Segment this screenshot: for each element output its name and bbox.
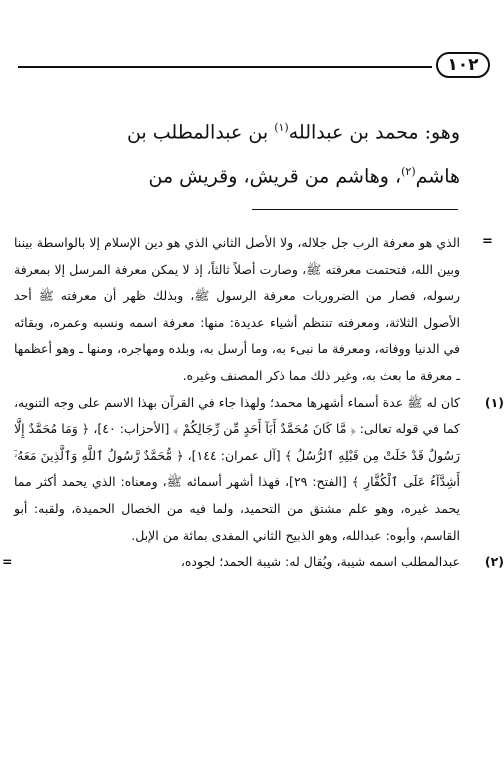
main-text	[40, 108, 460, 197]
main-line2-text: هاشم	[415, 165, 460, 188]
main-line2-rest: ، وهاشم من قريش، وقريش من	[148, 165, 402, 188]
page-number: ١٠٢	[436, 52, 490, 78]
footnote-2-continues-marker: =	[2, 554, 13, 570]
footnote-2	[2, 549, 504, 576]
footnote-1	[14, 390, 504, 550]
footnote-2-number: (٢)	[484, 554, 504, 570]
continuation-marker: =	[482, 234, 493, 249]
footnote-1-number: (١)	[484, 394, 504, 410]
footnote-ref-2: (٢)	[401, 165, 416, 179]
footnote-1-text: كان له ﷺ عدة أسماء أشهرها محمد؛ ولهذا جاء في القرآن بهذا الاسم على وجه التنويه، كما في قوله تعالى: ﴿ مَّا كَانَ مُحَمَّدٌ أَبَآ أَحَدٍ مِّن رِّجَالِكُمْ ﴾ [الأحزاب: ٤٠]، ﴿ وَمَا مُحَمَّدٌ إِلَّا رَسُولٌ قَدْ خَلَتْ مِن قَبْلِهِ ٱلرُّسُلُ ﴾ [آل عمران: ١٤٤]، ﴿ مُّحَمَّدٌ رَّسُولُ ٱللَّهِ وَٱلَّذِينَ مَعَهُۥٓ أَشِدَّآءُ عَلَى ٱلْكُفَّارِ ﴾ [الفتح: ٢٩]، فهذا أشهر أسمائه ﷺ، ومعناه: الذي يحمد أكثر مما يحمد غيره، وهو علم مشتق من التحميد، ولما فيه من الخصال الحميدة، ولقبه: أبو القاسم، وأبوه: عبدالله، وهو الذبيح الثاني المفدى بمائة من الإبل.	[14, 394, 461, 543]
footnote-ref-1: (١)	[274, 121, 289, 134]
footnotes-section	[2, 230, 504, 576]
footnote-continuation	[14, 230, 476, 390]
footnote-continuation-text: الذي هو معرفة الرب جل جلاله، ولا الأصل الثاني الذي هو دين الإسلام إلا بالواسطة بيننا وبين الله، فتحتمت معرفته ﷺ، وصارت أصلاً ثالثاً، إذ لا يمكن معرفة المرسل إلا بمعرفة رسوله، فصار من الضروريات معرفة الرسول ﷺ، وبذلك ظهر أن معرفته ﷺ أحد الأصول الثلاثة، ومعرفته تنتظم أشياء عديدة: منها: معرفة اسمه ونسبه وعمره، وبقائه في الدنيا ووفاته، ومعرفة ما نبىء به، وما أرسل به، وبلده ومهاجره، ومنها ـ وهو أعظمها ـ معرفة ما بعث به، وغير ذلك مما ذكر المصنف وغيره.	[14, 235, 460, 383]
header-rule	[18, 66, 432, 68]
main-line1-text: وهو: محمد بن عبدالله	[288, 121, 460, 144]
footnote-separator	[252, 209, 458, 210]
main-line1-rest: بن عبدالمطلب بن	[126, 121, 275, 144]
footnote-2-text: عبدالمطلب اسمه شيبة، ويُقال له: شيبة الحمد؛ لجوده،	[180, 554, 460, 570]
